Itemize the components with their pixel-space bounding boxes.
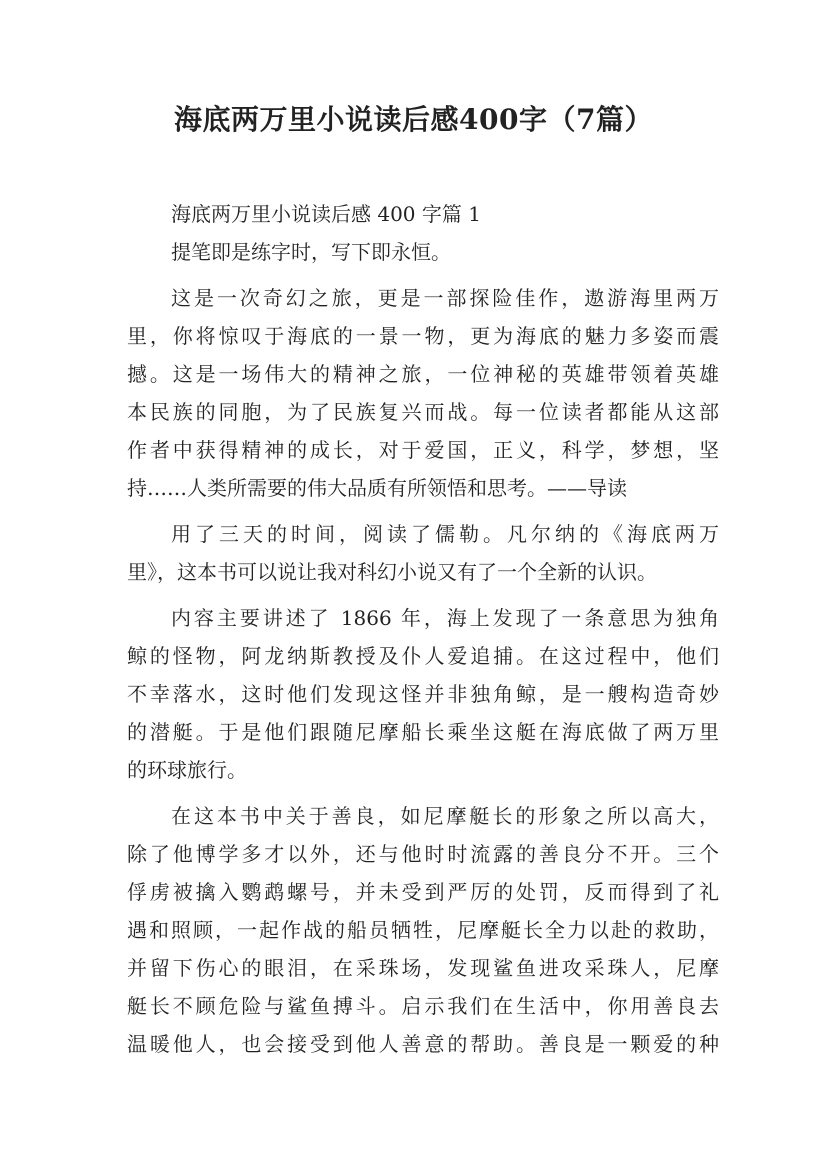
paragraph-2-line-1: 这是一次奇幻之旅，更是一部探险佳作，遨游海里两万 <box>171 286 719 310</box>
paragraph-3-line-2: 里》，这本书可以说让我对科幻小说又有了一个全新的认识。 <box>127 560 657 584</box>
paragraph-4-line-4: 的潜艇。于是他们跟随尼摩船长乘坐这艇在海底做了两万里 <box>127 720 719 744</box>
paragraph-2-line-5: 作者中获得精神的成长，对于爱国，正义，科学，梦想，坚 <box>127 438 719 462</box>
document-title: 海底两万里小说读后感400字（7篇） <box>174 103 653 136</box>
paragraph-2-line-3: 撼。这是一场伟大的精神之旅，一位神秘的英雄带领着英雄 <box>127 362 719 386</box>
paragraph-3-line-1: 用了三天的时间，阅读了儒勒。凡尔纳的《海底两万 <box>171 522 719 546</box>
paragraph-1-line-1: 提笔即是练字时，写下即永恒。 <box>171 240 451 264</box>
paragraph-2-line-4: 本民族的同胞，为了民族复兴而战。每一位读者都能从这部 <box>127 400 719 424</box>
paragraph-4-line-2: 鲸的怪物，阿龙纳斯教授及仆人爱追捕。在这过程中，他们 <box>127 644 719 668</box>
section-heading: 海底两万里小说读后感 400 字篇 1 <box>171 202 481 226</box>
paragraph-4-line-1: 内容主要讲述了 1866 年，海上发现了一条意思为独角 <box>171 606 719 630</box>
paragraph-5-line-4: 遇和照顾，一起作战的船员牺牲，尼摩艇长全力以赴的救助， <box>127 918 719 942</box>
paragraph-5-line-3: 俘虏被擒入鹦鹉螺号，并未受到严厉的处罚，反而得到了礼 <box>127 880 719 904</box>
paragraph-4-line-3: 不幸落水，这时他们发现这怪并非独角鲸，是一艘构造奇妙 <box>127 682 719 706</box>
paragraph-2-line-2: 里，你将惊叹于海底的一景一物，更为海底的魅力多姿而震 <box>127 324 719 348</box>
paragraph-5-line-7: 温暖他人，也会接受到他人善意的帮助。善良是一颗爱的种 <box>127 1032 719 1056</box>
paragraph-5-line-1: 在这本书中关于善良，如尼摩艇长的形象之所以高大， <box>171 804 719 828</box>
paragraph-4-line-5: 的环球旅行。 <box>127 758 247 782</box>
paragraph-2-line-6: 持……人类所需要的伟大品质有所领悟和思考。——导读 <box>127 476 627 500</box>
paragraph-5-line-6: 艇长不顾危险与鲨鱼搏斗。启示我们在生活中，你用善良去 <box>127 994 719 1018</box>
paragraph-5-line-2: 除了他博学多才以外，还与他时时流露的善良分不开。三个 <box>127 842 719 866</box>
paragraph-5-line-5: 并留下伤心的眼泪，在采珠场，发现鲨鱼进攻采珠人，尼摩 <box>127 956 719 980</box>
document-body <box>127 195 719 1063</box>
